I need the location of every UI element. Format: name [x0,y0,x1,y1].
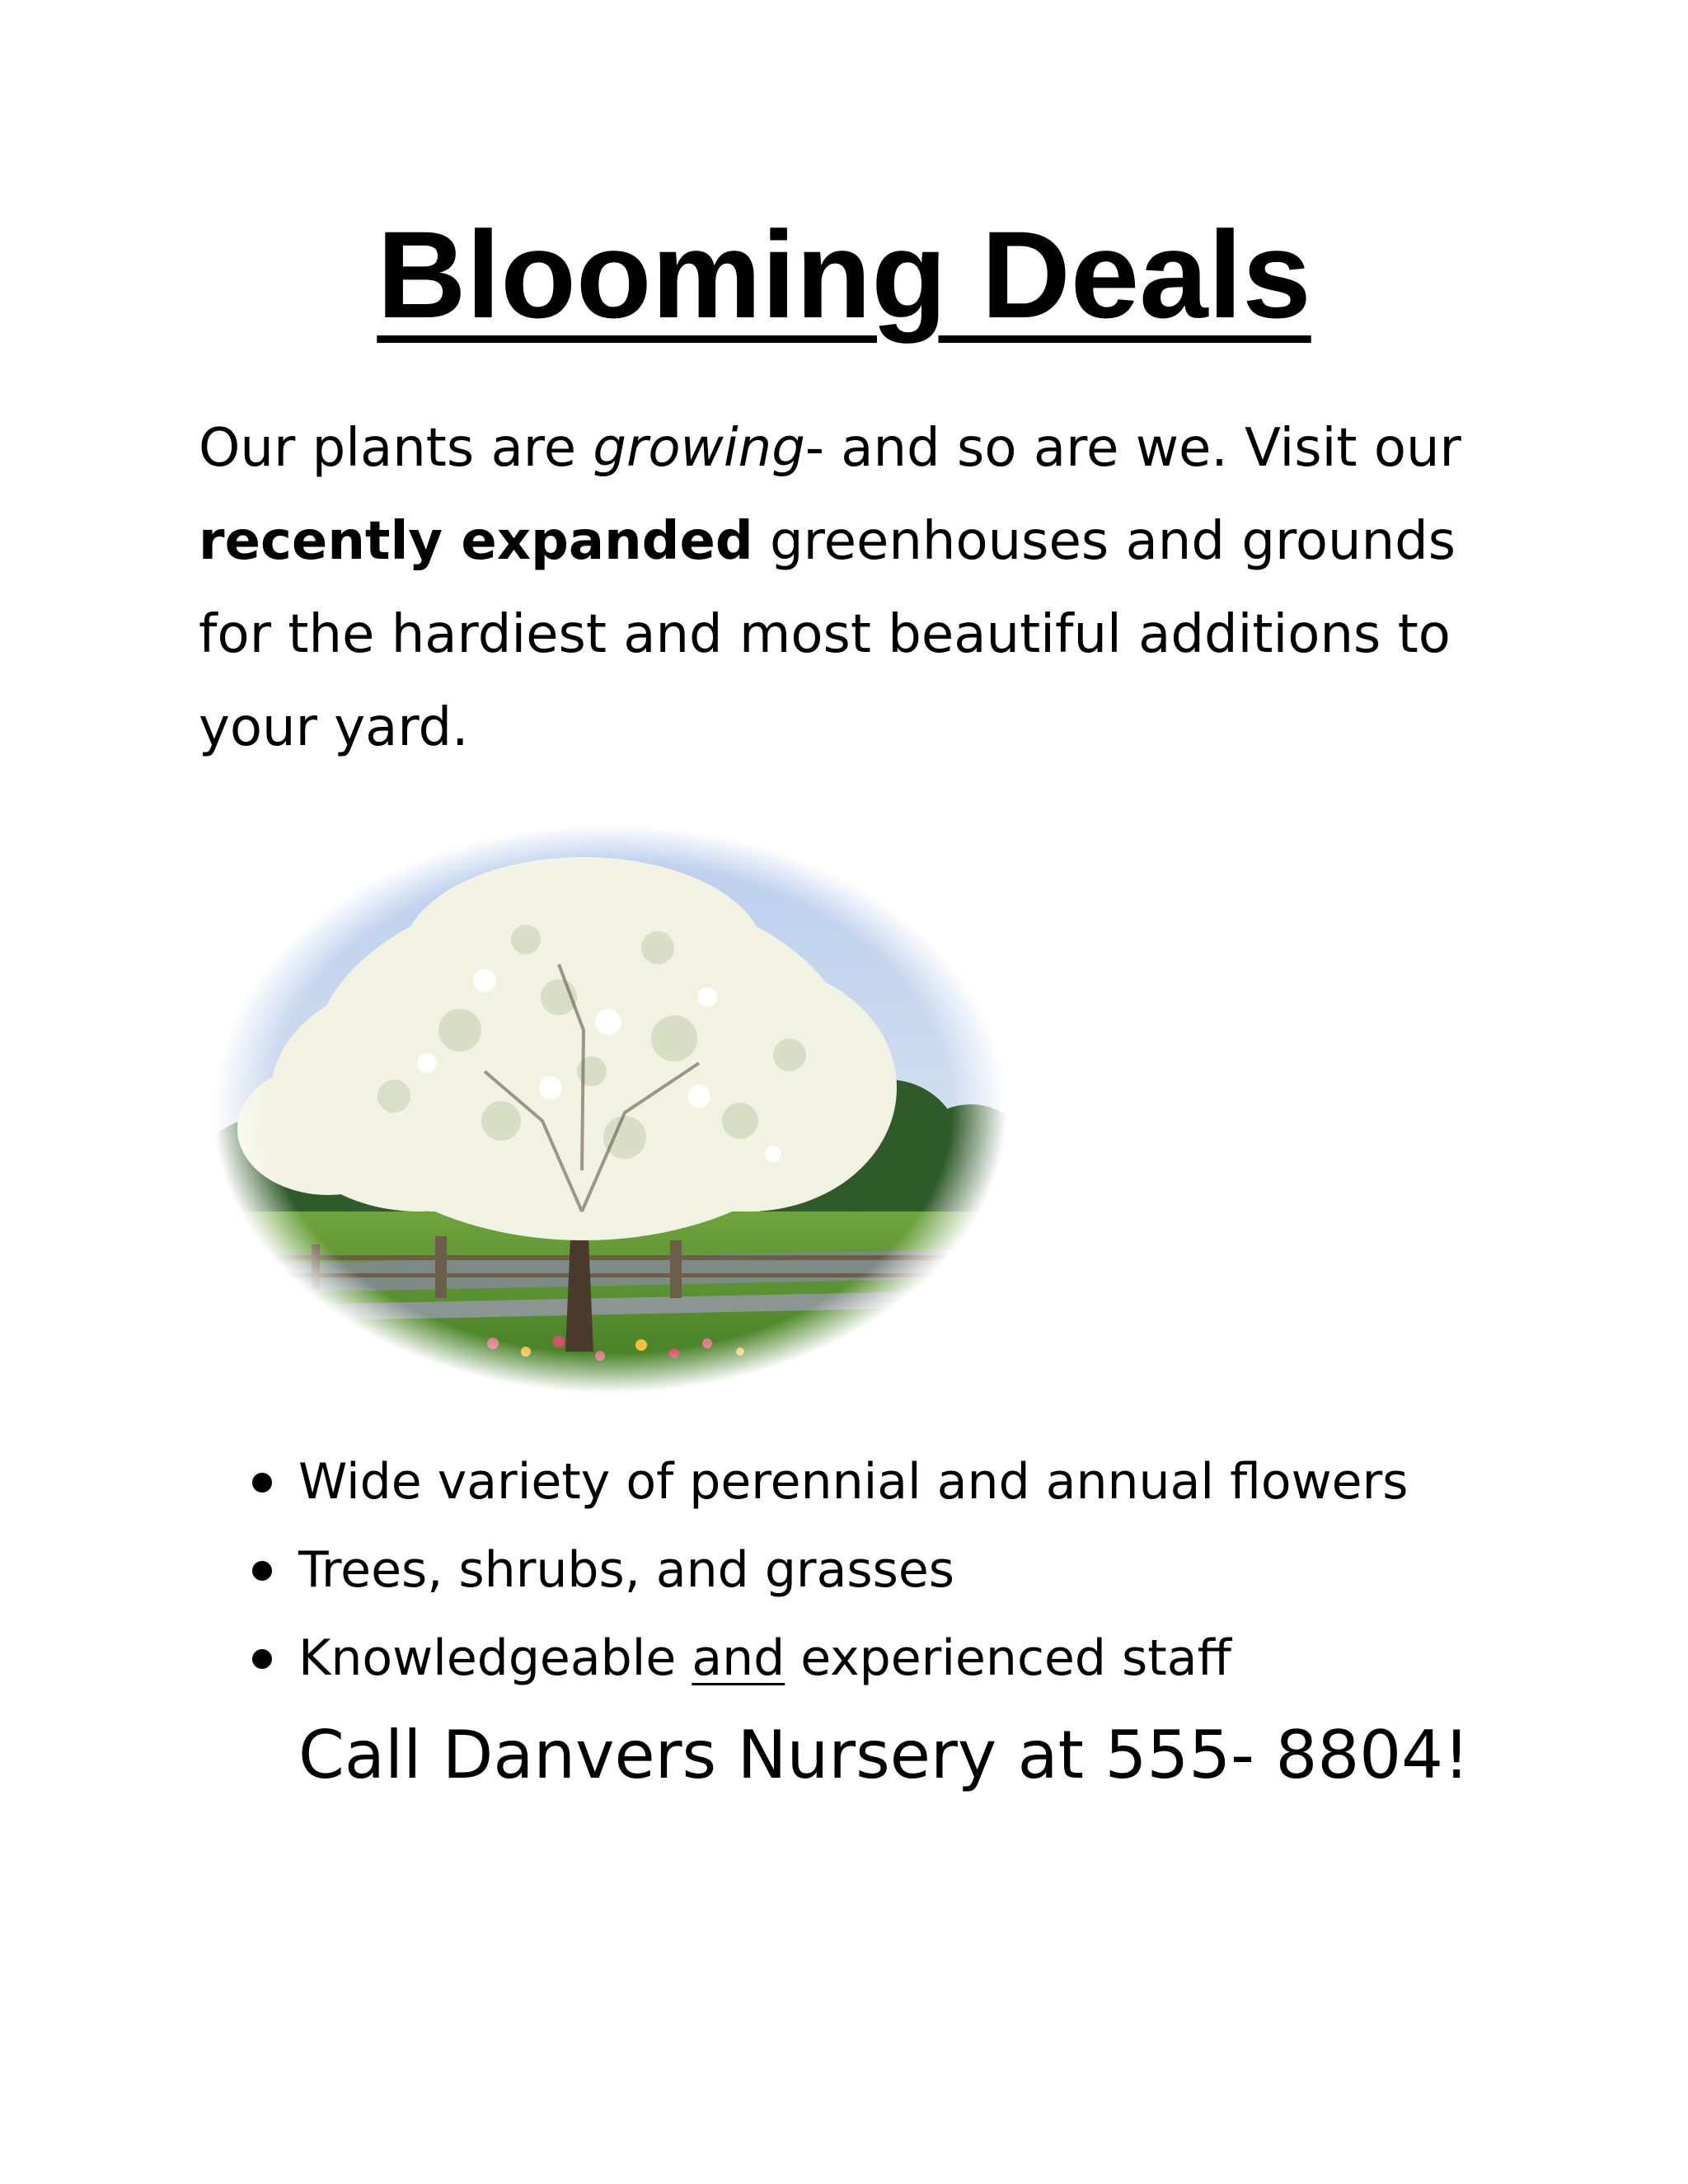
intro-text-2: - and so are we. Visit our [804,418,1461,479]
bullet-icon [252,1649,272,1669]
feature-text: Wide variety of perennial and annual flowers [298,1453,1409,1511]
feature-text-after: experienced staff [785,1629,1231,1687]
feature-underlined-text: and [692,1629,785,1687]
intro-italic-text: growing [593,418,805,479]
intro-paragraph [199,402,1484,775]
feature-item [247,1526,1409,1615]
flowering-tree-image [213,824,1008,1393]
feature-text-before: Knowledgeable [298,1629,692,1687]
bullet-icon [252,1473,272,1493]
intro-text-3: greenhouses and grounds for the hardiest and most beautiful additions to your yard. [199,511,1456,758]
intro-text-1: Our plants are [199,418,593,479]
feature-text: Trees, shrubs, and grasses [298,1541,955,1599]
bullet-icon [252,1561,272,1581]
flyer-title: Blooming Deals [377,205,1311,344]
feature-list [247,1438,1409,1703]
feature-item [247,1438,1409,1526]
call-to-action: Call Danvers Nursery at 555- 8804! [298,1717,1470,1793]
feature-item [247,1615,1409,1703]
intro-bold-text: recently expanded [199,511,753,572]
